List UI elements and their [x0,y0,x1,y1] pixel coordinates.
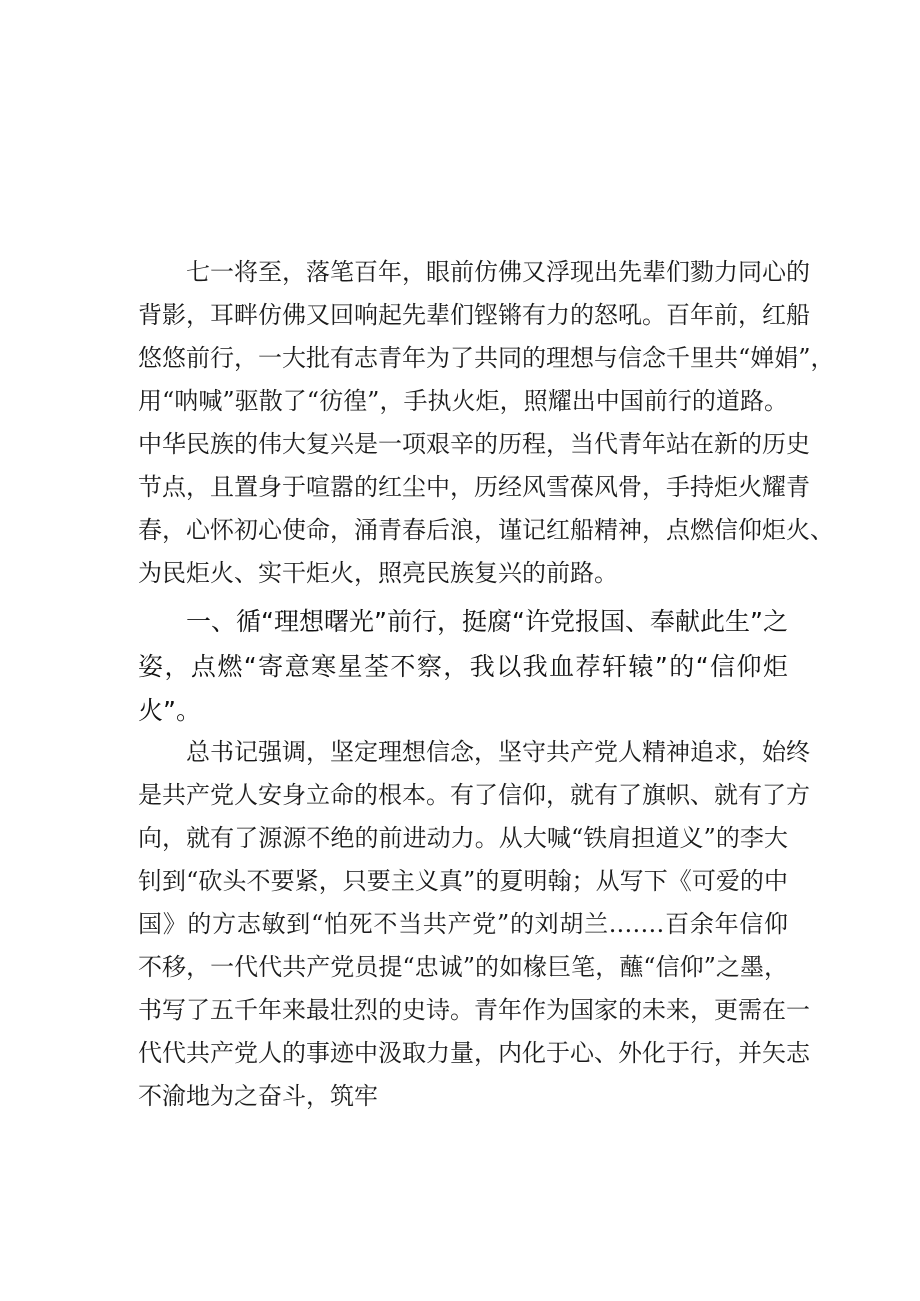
paragraph-2-line-4: 钊到“砍头不要紧，只要主义真”的夏明翰；从写下《可爱的中 [138,867,788,895]
paragraph-1-line-4: 用“呐喊”驱散了“彷徨”，手执火炬，照耀出中国前行的道路。 [138,387,788,415]
paragraph-2-line-5: 国》的方志敏到“怕死不当共产党”的刘胡兰.……百余年信仰 [138,910,788,938]
paragraph-2-line-2: 是共产党人安身立命的根本。有了信仰，就有了旗帜、就有了方 [138,781,810,809]
section-heading-line-1: 一、循“理想曙光”前行，挺腐“许党报国、奉献此生”之 [186,607,788,636]
paragraph-2-line-1: 总书记强调，坚定理想信念，坚守共产党人精神追求，始终 [186,738,810,766]
paragraph-1-line-3: 悠悠前行，一大批有志青年为了共同的理想与信念千里共“婵娟”， [138,344,835,372]
paragraph-1-line-7: 春，心怀初心使命，涌青春后浪，谨记红船精神，点燃信仰炬火、 [138,516,834,544]
paragraph-2-line-9: 不渝地为之奋斗，筑牢 [138,1082,378,1110]
section-heading-line-2: 姿，点燃“寄意寒星荃不察，我以我血荐轩辕”的“信仰炬 [138,652,788,681]
paragraph-2-line-3: 向，就有了源源不绝的前进动力。从大喊“铁肩担道义”的李大 [138,824,788,852]
paragraph-1-line-1: 七一将至，落笔百年，眼前仿佛又浮现出先辈们勠力同心的 [186,258,810,286]
paragraph-2-line-6: 不移，一代代共产党员提“忠诚”的如椽巨笔，蘸“信仰”之墨， [138,953,788,981]
paragraph-1-line-6: 节点，且置身于喧嚣的红尘中，历经风雪葆风骨，手持炬火耀青 [138,473,810,501]
paragraph-1-line-5: 中华民族的伟大复兴是一项艰辛的历程，当代青年站在新的历史 [138,430,810,458]
paragraph-2-line-7: 书写了五千年来最壮烈的史诗。青年作为国家的未来，更需在一 [138,996,810,1024]
paragraph-1-line-2: 背影，耳畔仿佛又回响起先辈们铿锵有力的怒吼。百年前，红船 [138,301,810,329]
paragraph-1-line-8: 为民炬火、实干炬火，照亮民族复兴的前路。 [138,559,618,587]
paragraph-2-line-8: 代代共产党人的事迹中汲取力量，内化于心、外化于行，并矢志 [138,1039,810,1067]
section-heading-line-3: 火”。 [138,696,201,725]
